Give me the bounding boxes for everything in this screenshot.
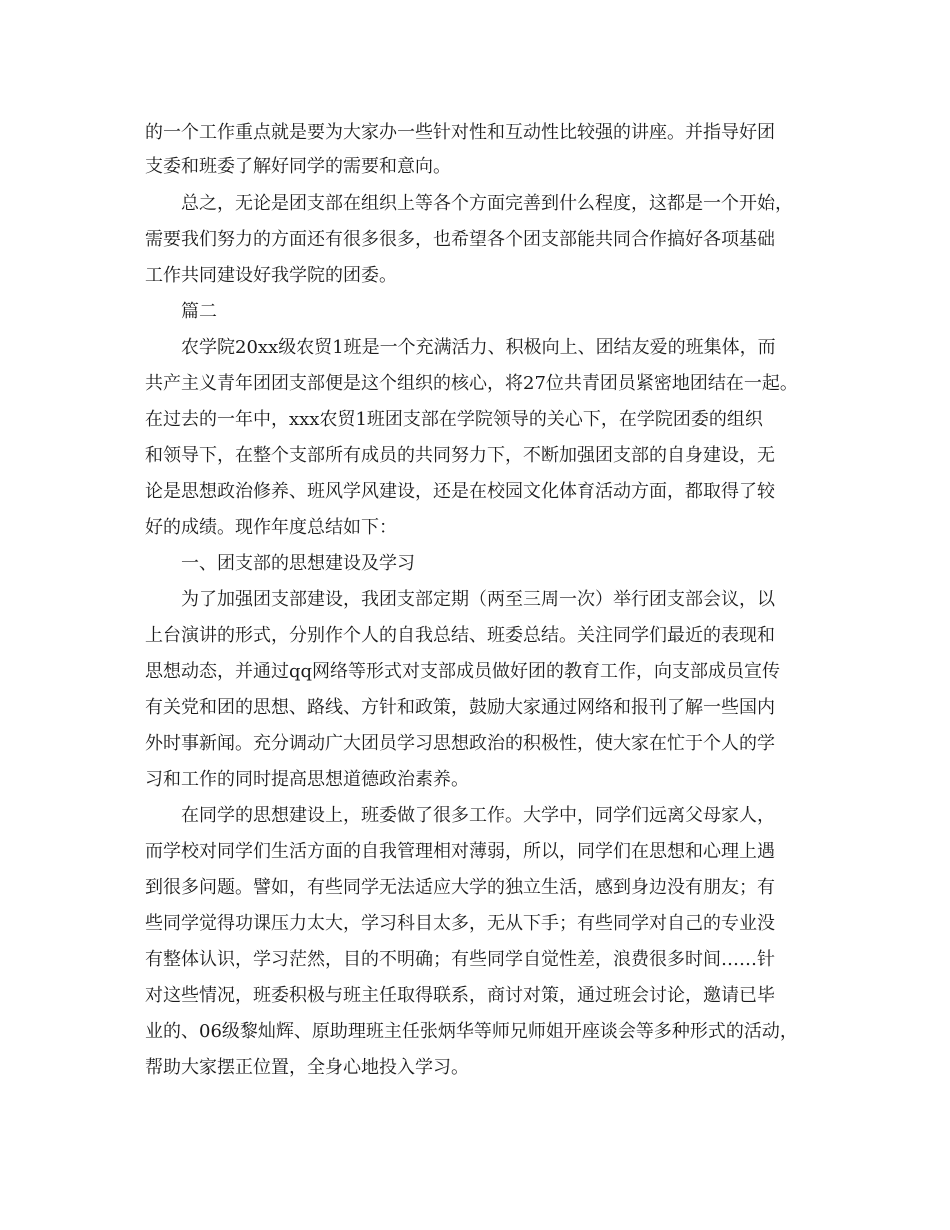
text-line: 外时事新闻。充分调动广大团员学习思想政治的积极性，使大家在忙于个人的学 [145,733,775,754]
text-line: 的一个工作重点就是要为大家办一些针对性和互动性比较强的讲座。并指导好团 [145,122,775,143]
text-line: 业的、06级黎灿辉、原助理班主任张炳华等师兄师姐开座谈会等多种形式的活动， [145,1021,798,1042]
text-line: 农学院20xx级农贸1班是一个充满活力、积极向上、团结友爱的班集体，而 [181,337,776,358]
text-line: 对这些情况，班委积极与班主任取得联系，商讨对策，通过班会讨论，邀请已毕 [145,985,775,1006]
text-line: 有关党和团的思想、路线、方针和政策，鼓励大家通过网络和报刊了解一些国内 [145,697,775,718]
text-line: 共产主义青年团团支部便是这个组织的核心，将27位共青团员紧密地团结在一起。 [145,373,798,394]
text-line: 支委和班委了解好同学的需要和意向。 [145,156,451,177]
text-line: 而学校对同学们生活方面的自我管理相对薄弱，所以，同学们在思想和心理上遇 [145,841,775,862]
text-line: 思想动态，并通过qq网络等形式对支部成员做好团的教育工作，向支部成员宣传 [145,661,781,682]
text-line: 好的成绩。现作年度总结如下： [145,517,397,538]
text-line: 需要我们努力的方面还有很多很多，也希望各个团支部能共同合作搞好各项基础 [145,229,775,250]
text-line: 论是思想政治修养、班风学风建设，还是在校园文化体育活动方面，都取得了较 [145,481,775,502]
text-line: 到很多问题。譬如，有些同学无法适应大学的独立生活，感到身边没有朋友；有 [145,877,775,898]
text-line: 有整体认识，学习茫然，目的不明确；有些同学自觉性差，浪费很多时间……针 [145,949,775,970]
text-line: 在过去的一年中，xxx农贸1班团支部在学院领导的关心下，在学院团委的组织 [145,409,763,430]
text-line: 在同学的思想建设上，班委做了很多工作。大学中，同学们远离父母家人， [181,805,775,826]
text-line: 些同学觉得功课压力太大，学习科目太多，无从下手；有些同学对自己的专业没 [145,913,775,934]
text-line: 帮助大家摆正位置，全身心地投入学习。 [145,1057,469,1078]
text-line: 和领导下，在整个支部所有成员的共同努力下，不断加强团支部的自身建设，无 [145,445,775,466]
text-line: 总之，无论是团支部在组织上等各个方面完善到什么程度，这都是一个开始， [181,193,793,214]
section-heading: 一、团支部的思想建设及学习 [181,553,415,574]
text-line: 习和工作的同时提高思想道德政治素养。 [145,769,469,790]
text-line: 上台演讲的形式，分别作个人的自我总结、班委总结。关注同学们最近的表现和 [145,625,775,646]
text-line: 为了加强团支部建设，我团支部定期（两至三周一次）举行团支部会议，以 [181,589,775,610]
text-line: 工作共同建设好我学院的团委。 [145,265,397,286]
section-heading: 篇二 [181,301,217,322]
